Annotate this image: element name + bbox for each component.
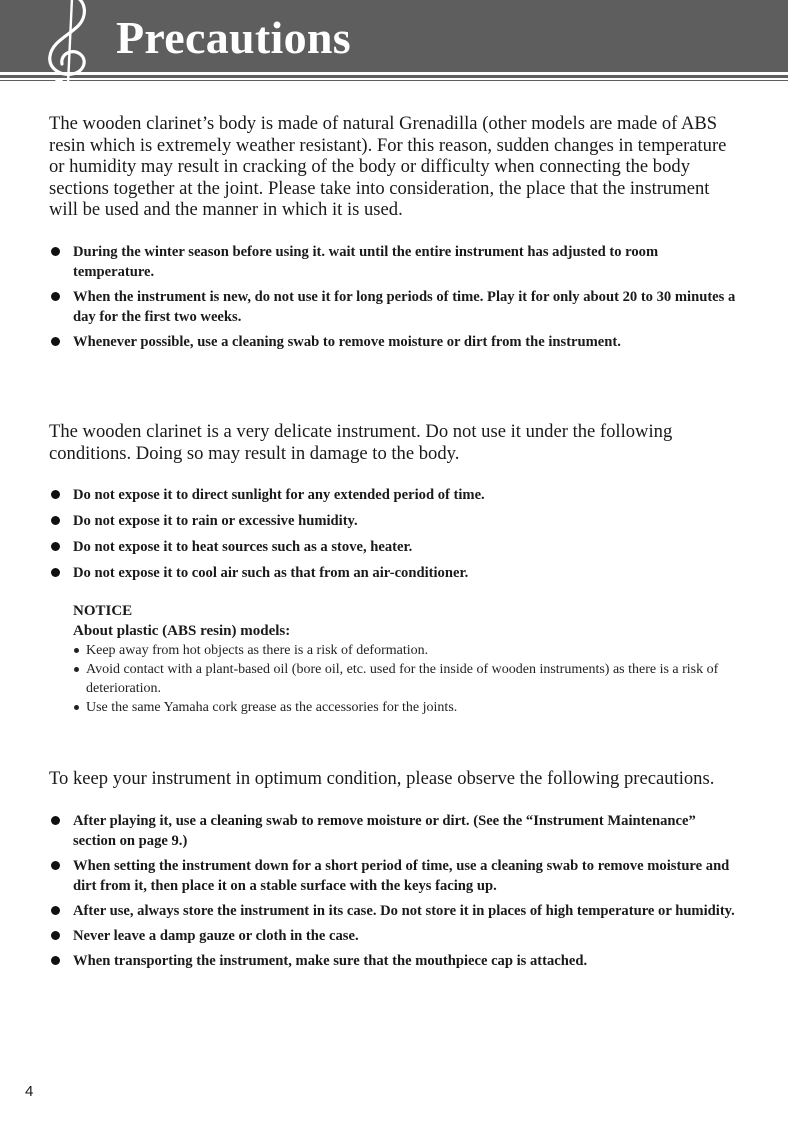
section1-bullet-list bbox=[49, 242, 739, 352]
page-number: 4 bbox=[25, 1083, 34, 1100]
section2-bullet-list bbox=[49, 485, 739, 583]
notice-list bbox=[73, 641, 743, 717]
list-item-text: Do not expose it to heat sources such as a stove, heater. bbox=[73, 539, 413, 555]
list-item bbox=[49, 287, 739, 327]
bullet-icon bbox=[51, 568, 60, 577]
bullet-icon bbox=[74, 667, 79, 672]
bullet-icon bbox=[74, 648, 79, 653]
bullet-icon bbox=[51, 816, 60, 825]
list-item-text: Do not expose it to rain or excessive humidity. bbox=[73, 513, 358, 529]
bullet-icon bbox=[51, 247, 60, 256]
list-item bbox=[49, 926, 739, 946]
notice-item bbox=[73, 698, 743, 717]
list-item bbox=[49, 901, 739, 921]
list-item-text: When setting the instrument down for a short period of time, use a cleaning swab to remove moisture and dirt from it, then place it on a stable surface with the keys facing up. bbox=[73, 858, 730, 894]
bullet-icon bbox=[51, 906, 60, 915]
list-item-text: Do not expose it to direct sunlight for any extended period of time. bbox=[73, 487, 485, 503]
list-item-text: Whenever possible, use a cleaning swab to remove moisture or dirt from the instrument. bbox=[73, 334, 621, 350]
delicate-paragraph: The wooden clarinet is a very delicate instrument. Do not use it under the following conditions. Doing so may result in damage to the body. bbox=[49, 421, 673, 464]
list-item-text: When transporting the instrument, make sure that the mouthpiece cap is attached. bbox=[73, 953, 588, 969]
notice-item bbox=[73, 660, 743, 698]
bullet-icon bbox=[51, 490, 60, 499]
list-item bbox=[49, 537, 739, 557]
list-item-text: Do not expose it to cool air such as that from an air-conditioner. bbox=[73, 565, 469, 581]
treble-clef-icon bbox=[28, 0, 114, 86]
bullet-icon bbox=[51, 956, 60, 965]
list-item bbox=[49, 332, 739, 352]
list-item bbox=[49, 811, 739, 851]
list-item bbox=[49, 485, 739, 505]
notice-item-text: Use the same Yamaha cork grease as the accessories for the joints. bbox=[86, 700, 458, 715]
optimum-paragraph: To keep your instrument in optimum condition, please observe the following precautions. bbox=[49, 768, 715, 789]
list-item bbox=[49, 951, 739, 971]
bullet-icon bbox=[51, 292, 60, 301]
notice-item-text: Keep away from hot objects as there is a risk of deformation. bbox=[86, 643, 429, 658]
list-item bbox=[49, 511, 739, 531]
list-item-text: When the instrument is new, do not use it for long periods of time. Play it for only about 20 to 30 minutes a day for the first two weeks. bbox=[73, 289, 736, 325]
list-item bbox=[49, 242, 739, 282]
list-item-text: During the winter season before using it. wait until the entire instrument has adjusted to room temperature. bbox=[73, 244, 659, 280]
notice-title: NOTICE bbox=[73, 603, 133, 619]
list-item-text: Never leave a damp gauze or cloth in the case. bbox=[73, 928, 359, 944]
notice-item bbox=[73, 641, 743, 660]
bullet-icon bbox=[51, 516, 60, 525]
notice-subtitle: About plastic (ABS resin) models: bbox=[73, 623, 291, 639]
bullet-icon bbox=[51, 931, 60, 940]
notice-item-text: Avoid contact with a plant-based oil (bore oil, etc. used for the inside of wooden instruments) as there is a risk of deterioration. bbox=[86, 662, 719, 696]
bullet-icon bbox=[51, 542, 60, 551]
intro-paragraph: The wooden clarinet’s body is made of natural Grenadilla (other models are made of ABS resin which is extremely weather resistant). For this reason, sudden changes in temperature or humidity may result in cracking of the body or difficulty when connecting the body sections together at the joint. Please take into consideration, the place that the instrument will be used and the manner in which it is used. bbox=[49, 113, 727, 220]
section3-bullet-list bbox=[49, 811, 739, 971]
header-rule-thin bbox=[0, 80, 788, 81]
list-item bbox=[49, 856, 739, 896]
list-item-text: After use, always store the instrument in its case. Do not store it in places of high temperature or humidity. bbox=[73, 903, 735, 919]
list-item bbox=[49, 563, 739, 583]
bullet-icon bbox=[74, 705, 79, 710]
header-rule bbox=[0, 75, 788, 78]
bullet-icon bbox=[51, 337, 60, 346]
page-title: Precautions bbox=[116, 12, 351, 63]
bullet-icon bbox=[51, 861, 60, 870]
list-item-text: After playing it, use a cleaning swab to remove moisture or dirt. (See the “Instrument Maintenance” section on page 9.) bbox=[73, 813, 696, 849]
notice-block bbox=[73, 601, 743, 717]
